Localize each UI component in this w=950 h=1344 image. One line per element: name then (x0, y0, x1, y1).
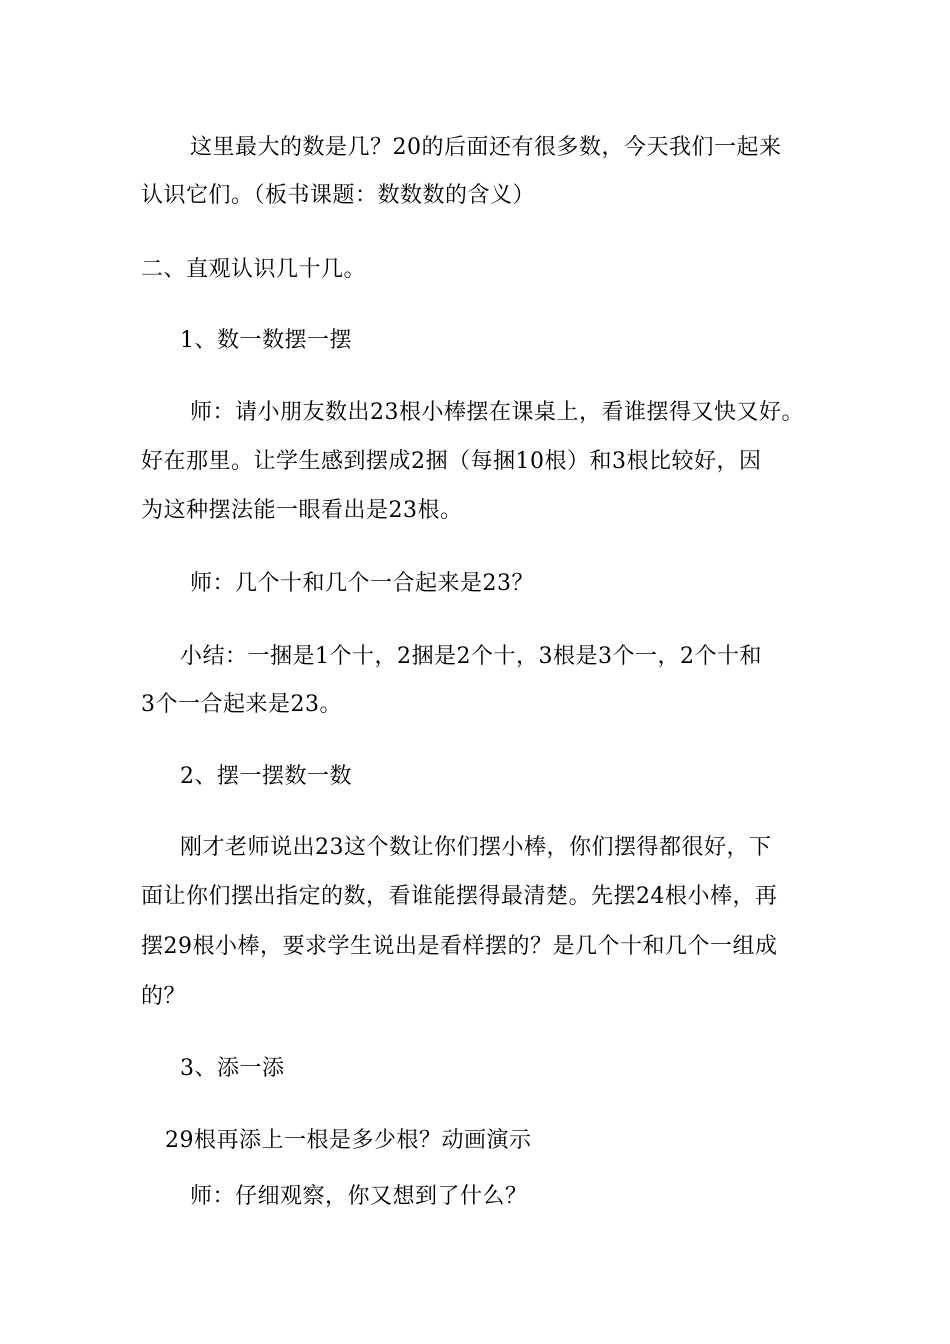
paragraph-line: 29根再添上一根是多少根？动画演示 (165, 1128, 532, 1153)
paragraph-line: 这里最大的数是几？20的后面还有很多数，今天我们一起来 (190, 135, 782, 160)
paragraph-line: 刚才老师说出23这个数让你们摆小棒，你们摆得都很好，下 (180, 835, 772, 860)
paragraph-line: 的？ (141, 984, 187, 1009)
paragraph-line: 师：几个十和几个一合起来是23？ (190, 571, 534, 596)
paragraph-line: 认识它们。（板书课题：数数数的含义） (141, 183, 536, 208)
paragraph-line: 好在那里。让学生感到摆成2捆（每捆10根）和3根比较好，因 (141, 449, 762, 474)
section-heading: 二、直观认识几十几。 (141, 257, 367, 282)
paragraph-line: 师：仔细观察，你又想到了什么？ (190, 1184, 528, 1209)
paragraph-line: 小结：一捆是1个十，2捆是2个十，3根是3个一，2个十和 (180, 644, 762, 669)
paragraph-line: 面让你们摆出指定的数，看谁能摆得最清楚。先摆24根小棒，再 (141, 884, 778, 909)
subsection-heading: 3、添一添 (180, 1056, 285, 1081)
paragraph-line: 摆29根小棒，要求学生说出是看样摆的？是几个十和几个一组成 (141, 934, 778, 959)
paragraph-line: 3个一合起来是23。 (141, 692, 342, 717)
paragraph-line: 师：请小朋友数出23根小棒摆在课桌上，看谁摆得又快又好。 (190, 400, 804, 425)
subsection-heading: 1、数一数摆一摆 (180, 328, 352, 353)
subsection-heading: 2、摆一摆数一数 (180, 764, 352, 789)
paragraph-line: 为这种摆法能一眼看出是23根。 (141, 498, 463, 523)
